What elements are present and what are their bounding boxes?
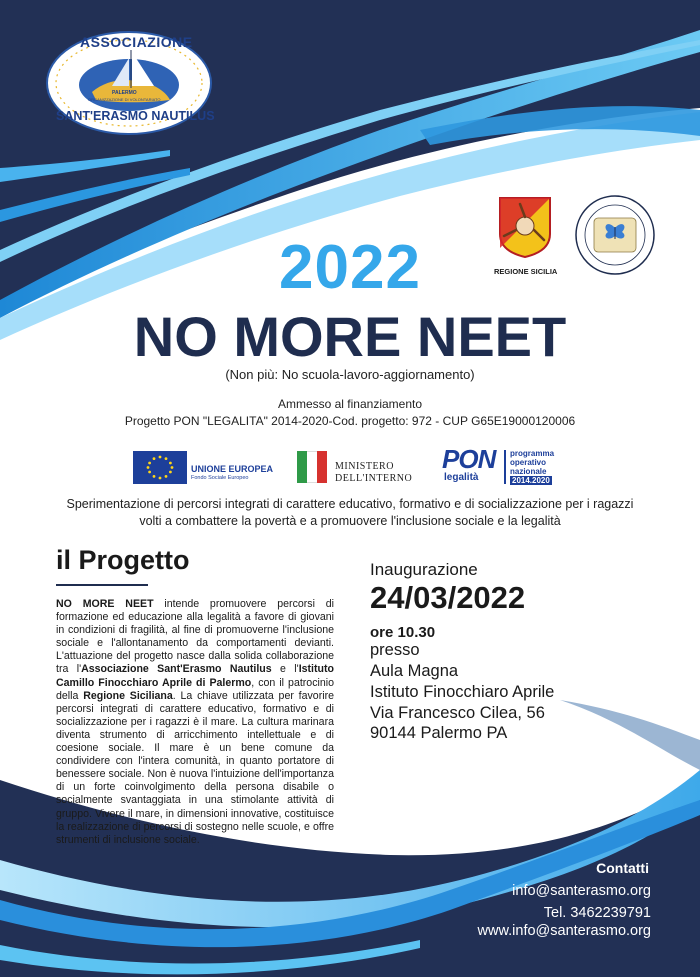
event-year: 2022 bbox=[279, 233, 421, 302]
ministry-name-line-2: DELL'INTERNO bbox=[335, 473, 413, 484]
venue-line: Via Francesco Cilea, 56 bbox=[370, 704, 545, 722]
pon-line-2: operativo bbox=[510, 458, 547, 467]
pon-line-3: nazionale bbox=[510, 467, 547, 476]
pon-mark-text: PON bbox=[442, 444, 496, 474]
project-bold-4: Regione Siciliana bbox=[83, 689, 173, 702]
project-bold-2: Associazione Sant'Erasmo Nautilus bbox=[81, 663, 272, 676]
pon-divider bbox=[504, 450, 506, 484]
contact-website[interactable]: www.info@santerasmo.org bbox=[477, 923, 651, 939]
project-heading: il Progetto bbox=[56, 545, 190, 575]
funding-line-1: Ammesso al finanziamento bbox=[277, 397, 423, 411]
association-logo-text-bottom: SANT'ERASMO NAUTILUS bbox=[56, 109, 215, 123]
ministry-logo bbox=[297, 451, 417, 484]
italian-flag-icon bbox=[297, 451, 327, 483]
association-logo-org: ORGANIZZAZIONE DI VOLONTARIATO bbox=[88, 97, 161, 102]
venue-line: Istituto Finocchiaro Aprile bbox=[370, 683, 555, 701]
project-bold-1: NO MORE NEET bbox=[56, 598, 154, 610]
eu-fund: Fondo Sociale Europeo bbox=[191, 475, 249, 481]
eu-logo bbox=[133, 451, 278, 484]
contact-phone[interactable]: Tel. 3462239791 bbox=[543, 905, 651, 921]
pon-mark-sub: legalità bbox=[444, 472, 479, 483]
contact-email[interactable]: info@santerasmo.org bbox=[512, 883, 651, 899]
eu-name: UNIONE EUROPEA bbox=[191, 464, 274, 474]
venue-line: presso bbox=[370, 641, 420, 659]
project-text-2: e l' bbox=[271, 663, 299, 676]
intro-text: Sperimentazione di percorsi integrati di carattere educativo, formativo e di socializzazione per i ragazzi volti a combattere la povertà e a promuovere l'inclusione sociale e la legalità bbox=[66, 497, 634, 528]
project-bold-3: Istituto Camillo Finocchiaro Aprile di Palermo bbox=[56, 663, 334, 689]
contacts-heading: Contatti bbox=[596, 860, 649, 876]
project-text-1: intende promuovere percorsi di formazione ed educazione alla legalità a favore di giovani in condizioni di fragilità, al fine di promuoverne l'inclusione sociale e l'allontanamento da comportamenti devianti. L'attuazione del progetto nasce dalla solida collaborazione tra l' bbox=[56, 598, 334, 676]
association-logo-text-top: ASSOCIAZIONE bbox=[80, 34, 193, 50]
region-label: REGIONE SICILIA bbox=[494, 267, 558, 276]
event-subtitle: (Non più: No scuola-lavoro-aggiornamento) bbox=[225, 367, 475, 382]
venue-line: Aula Magna bbox=[370, 662, 459, 680]
pon-years: 2014.2020 bbox=[512, 476, 550, 485]
ministry-name-line-1: MINISTERO bbox=[335, 461, 394, 472]
inauguration-time: ore 10.30 bbox=[370, 624, 436, 641]
pon-legalita-logo bbox=[442, 444, 572, 486]
eu-flag-icon bbox=[133, 451, 187, 484]
project-text-3: , con il patrocinio della bbox=[56, 676, 334, 702]
inauguration-label: Inaugurazione bbox=[370, 560, 478, 579]
project-heading-rule bbox=[56, 584, 148, 586]
pon-line-1: programma bbox=[510, 449, 555, 458]
inauguration-date: 24/03/2022 bbox=[370, 580, 526, 615]
event-title: NO MORE NEET bbox=[133, 305, 567, 368]
pon-mark bbox=[442, 444, 500, 486]
association-logo-city: PALERMO bbox=[112, 90, 137, 96]
project-text-4: . La chiave utilizzata per favorire percorsi integrati di carattere educativo, formativo e di socializzazione per i ragazzi è il mare. La cultura marinara diventa strumento di arricchimento intellettuale e di coesione sociale. Il mare è un bene comune da condividere con l'intera comunità, in quanto portatore di benessere sociale. Non è nuova l'intuizione dell'importanza di un forte coinvolgimento della persona disabile o socialmente svantaggiata in una stimolante attività di gruppo. Vivere il mare, in dimensioni innovative, costituisce la realizzazione di percorsi di sostegno nelle scuole, e offre strumenti di inclusione sociale. bbox=[56, 689, 334, 846]
funding-info bbox=[0, 396, 700, 430]
venue-line: 90144 Palermo PA bbox=[370, 724, 508, 742]
funding-line-2: Progetto PON "LEGALITA" 2014-2020-Cod. progetto: 972 - CUP G65E19000120006 bbox=[124, 414, 576, 428]
project-description bbox=[56, 598, 334, 847]
